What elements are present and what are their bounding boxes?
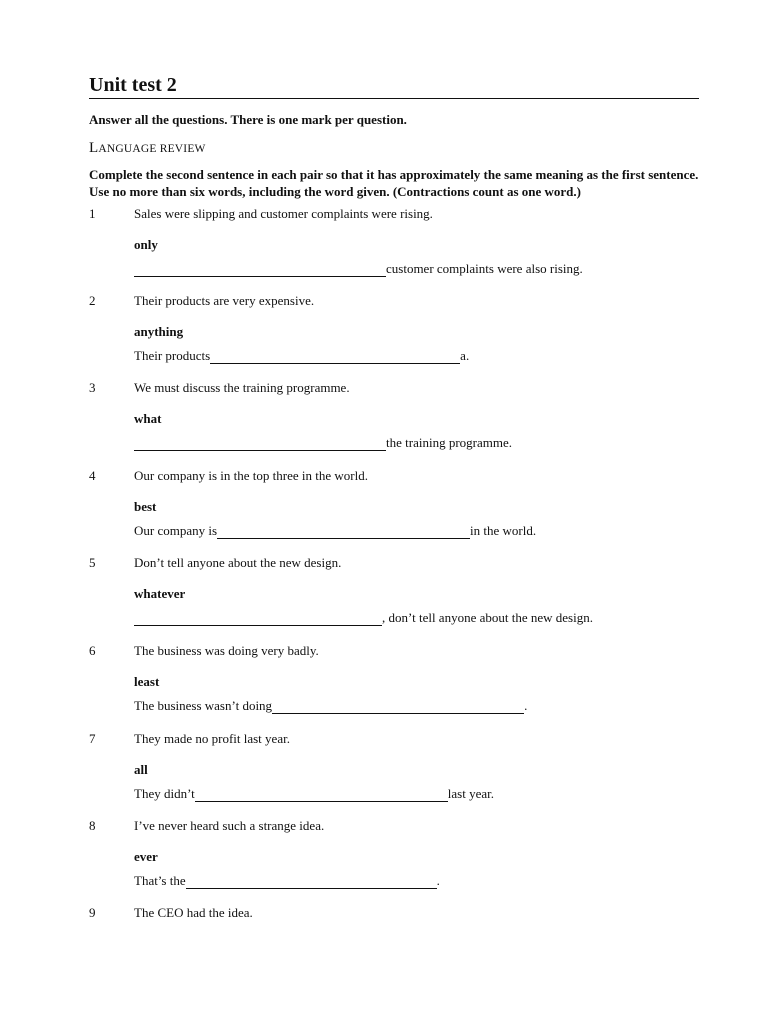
answer-blank[interactable] [186, 874, 437, 889]
question-sentence: Don’t tell anyone about the new design. [134, 555, 342, 570]
question-number: 3 [89, 380, 96, 395]
answer-line [134, 610, 593, 626]
answer-suffix: , don’t tell anyone about the new design. [382, 610, 593, 625]
answer-prefix: The business wasn’t doing [134, 698, 273, 713]
section-heading-initial: L [89, 140, 99, 156]
question-sentence: Sales were slipping and customer complaints were rising. [134, 206, 433, 221]
question-sentence: Their products are very expensive. [134, 293, 315, 308]
key-word: least [134, 674, 160, 689]
answer-prefix: That’s the [134, 873, 186, 888]
answer-line [134, 698, 527, 714]
title-divider [89, 98, 699, 99]
key-word: best [134, 499, 157, 514]
answer-suffix: . [436, 873, 440, 888]
answer-suffix: customer complaints were also rising. [386, 261, 583, 276]
answer-blank[interactable] [134, 262, 386, 277]
answer-prefix: Their products [134, 348, 211, 363]
answer-blank[interactable] [195, 787, 448, 802]
key-word: what [134, 411, 162, 426]
answer-line [134, 435, 512, 451]
question-number: 2 [89, 293, 96, 308]
question-number: 7 [89, 731, 96, 746]
answer-blank[interactable] [272, 699, 524, 714]
task-instructions: Complete the second sentence in each pair so that it has approximately the same meaning as the first sentence. Use no more than six words, including the word given. (Contractions count as one word.) [89, 167, 699, 199]
general-instructions: Answer all the questions. There is one mark per question. [89, 112, 407, 127]
key-word: whatever [134, 586, 186, 601]
answer-suffix: in the world. [470, 523, 537, 538]
key-word: ever [134, 849, 158, 864]
answer-blank[interactable] [134, 436, 386, 451]
question-sentence: The CEO had the idea. [134, 905, 253, 920]
answer-blank[interactable] [217, 524, 470, 539]
answer-prefix: They didn’t [134, 786, 195, 801]
question-sentence: Our company is in the top three in the world. [134, 468, 368, 483]
answer-suffix: last year. [447, 786, 494, 801]
answer-line [134, 873, 440, 889]
answer-suffix: . [524, 698, 528, 713]
question-number: 4 [89, 468, 96, 483]
key-word: anything [134, 324, 184, 339]
answer-prefix: Our company is [134, 523, 218, 538]
answer-line [134, 786, 494, 802]
section-heading-rest: ANGUAGE REVIEW [98, 143, 206, 155]
answer-suffix: a. [460, 348, 470, 363]
answer-line [134, 523, 536, 539]
question-sentence: I’ve never heard such a strange idea. [134, 818, 325, 833]
question-sentence: The business was doing very badly. [134, 643, 319, 658]
key-word: only [134, 237, 158, 252]
question-sentence: They made no profit last year. [134, 731, 290, 746]
question-number: 8 [89, 818, 96, 833]
answer-blank[interactable] [134, 611, 382, 626]
question-number: 5 [89, 555, 96, 570]
question-number: 6 [89, 643, 96, 658]
answer-line [134, 261, 583, 277]
page-title: Unit test 2 [89, 74, 177, 96]
section-heading [89, 139, 206, 158]
answer-suffix: the training programme. [386, 435, 512, 450]
answer-blank[interactable] [210, 349, 460, 364]
question-sentence: We must discuss the training programme. [134, 380, 350, 395]
answer-line [134, 348, 469, 364]
key-word: all [134, 762, 148, 777]
question-number: 9 [89, 905, 96, 920]
question-number: 1 [89, 206, 96, 221]
